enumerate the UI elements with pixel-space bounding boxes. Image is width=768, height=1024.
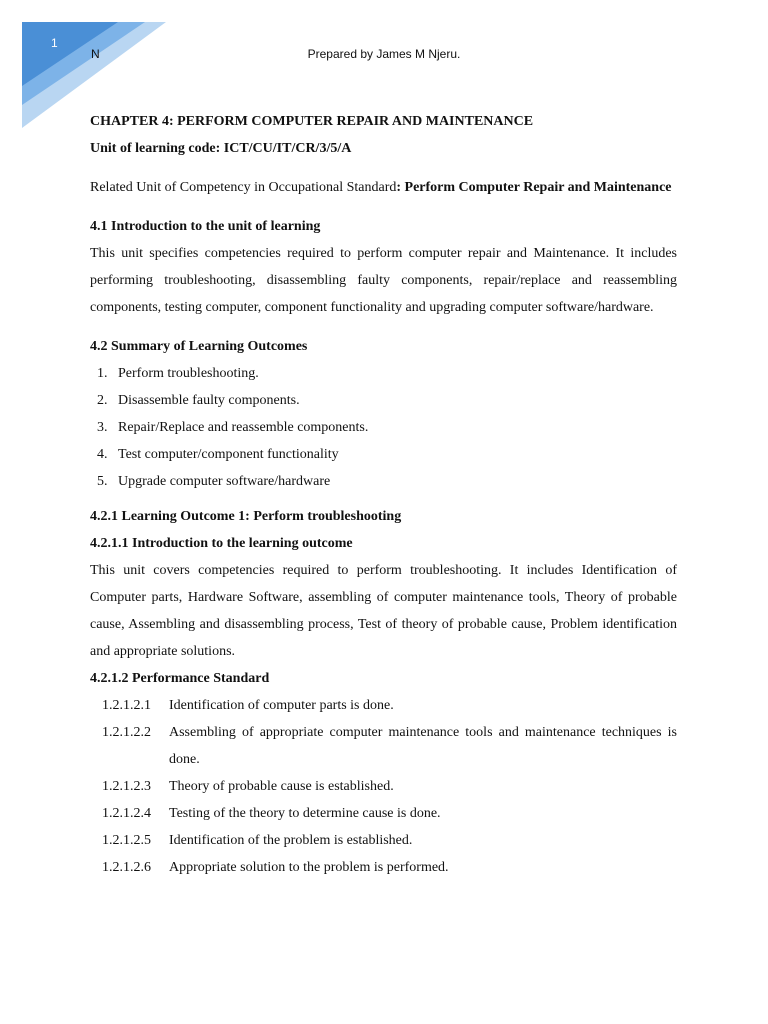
intro-heading: 4.1 Introduction to the unit of learning — [90, 219, 321, 234]
list-item — [90, 441, 677, 468]
list-number: 1. — [97, 366, 108, 381]
list-item — [90, 719, 677, 773]
list-text: Perform troubleshooting. — [118, 366, 259, 381]
list-item — [90, 468, 677, 495]
intro-paragraph: This unit specifies competencies required to perform computer repair and Maintenance. It includes performing troubleshooting, disassembling faulty components, repair/replace and reassembling components, testing computer, component functionality and upgrading computer software/hardware. — [90, 246, 677, 315]
list-number: 4. — [97, 447, 108, 462]
chapter-title: CHAPTER 4: PERFORM COMPUTER REPAIR AND MAINTENANCE — [90, 114, 534, 129]
list-item — [90, 827, 677, 854]
list-text: Disassemble faulty components. — [118, 393, 300, 408]
list-item — [90, 387, 677, 414]
performance-heading: 4.2.1.2 Performance Standard — [90, 671, 270, 686]
list-number: 1.2.1.2.5 — [102, 833, 151, 848]
page-header: Prepared by James M Njeru. — [307, 47, 461, 61]
performance-standards-list — [90, 692, 677, 881]
list-text: Identification of computer parts is done. — [169, 698, 394, 713]
list-item — [90, 800, 677, 827]
list-number: 5. — [97, 474, 108, 489]
unit-code: Unit of learning code: ICT/CU/IT/CR/3/5/A — [90, 141, 352, 156]
list-number: 3. — [97, 420, 108, 435]
list-text: Testing of the theory to determine cause is done. — [169, 806, 441, 821]
list-number: 1.2.1.2.4 — [102, 806, 151, 821]
related-unit-prefix: Related Unit of Competency in Occupational Standard — [90, 180, 397, 195]
outcomes-list — [90, 360, 677, 495]
related-unit-paragraph — [90, 174, 677, 201]
summary-heading: 4.2 Summary of Learning Outcomes — [90, 339, 308, 354]
list-item — [90, 414, 677, 441]
lo1-intro-heading: 4.2.1.1 Introduction to the learning outcome — [90, 536, 353, 551]
list-item — [90, 773, 677, 800]
list-text: Repair/Replace and reassemble components. — [118, 420, 369, 435]
list-text: Theory of probable cause is established. — [169, 779, 394, 794]
list-item — [90, 692, 677, 719]
related-unit-title: : Perform Computer Repair and Maintenance — [396, 180, 672, 195]
header-letter: N — [91, 47, 100, 61]
list-item — [90, 854, 677, 881]
list-number: 2. — [97, 393, 108, 408]
list-number: 1.2.1.2.6 — [102, 860, 151, 875]
document-body — [90, 108, 677, 881]
list-item — [90, 360, 677, 387]
page-number: 1 — [51, 36, 58, 50]
list-text: Assembling of appropriate computer maintenance tools and maintenance techniques is done. — [169, 725, 677, 767]
list-number: 1.2.1.2.2 — [102, 725, 151, 740]
lo1-intro-paragraph: This unit covers competencies required to perform troubleshooting. It includes Identification of Computer parts, Hardware Software, assembling of computer maintenance tools, Theory of probable cause, Assembling and disassembling process, Test of theory of probable cause, Problem identification and appropriate solutions. — [90, 563, 677, 659]
list-number: 1.2.1.2.1 — [102, 698, 151, 713]
list-text: Appropriate solution to the problem is performed. — [169, 860, 449, 875]
list-text: Test computer/component functionality — [118, 447, 339, 462]
list-text: Identification of the problem is established. — [169, 833, 413, 848]
list-number: 1.2.1.2.3 — [102, 779, 151, 794]
lo1-heading: 4.2.1 Learning Outcome 1: Perform troubleshooting — [90, 509, 402, 524]
list-text: Upgrade computer software/hardware — [118, 474, 331, 489]
